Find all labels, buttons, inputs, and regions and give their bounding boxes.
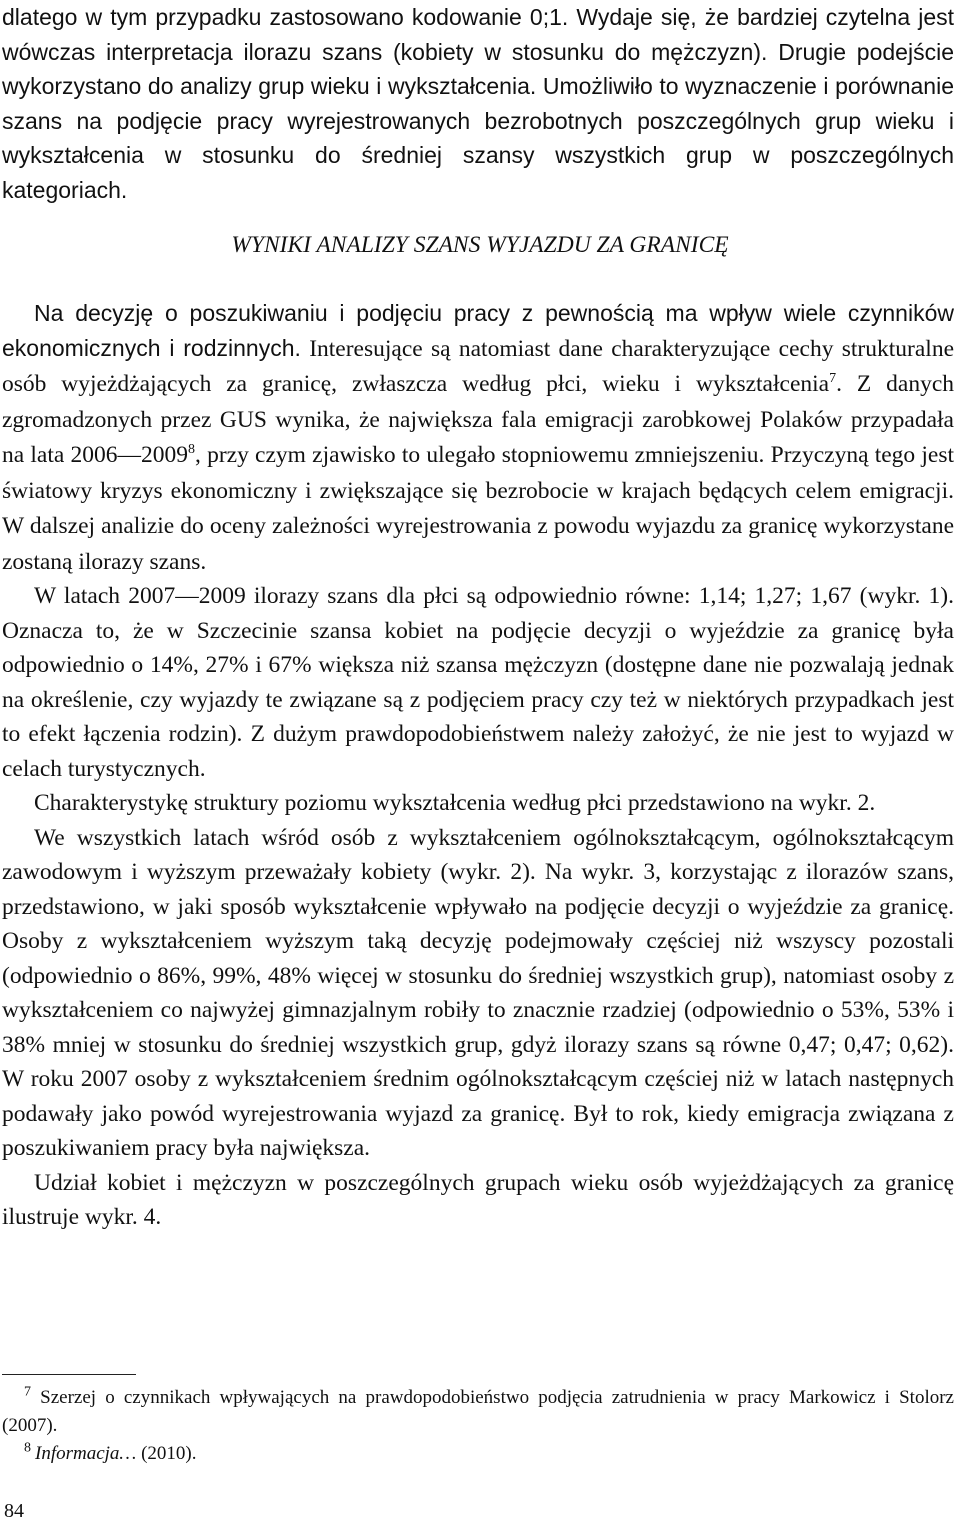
footnote-8-number: 8 (24, 1440, 31, 1456)
footnote-ref-8[interactable]: 8 (188, 442, 196, 458)
footnotes (2, 1384, 954, 1468)
footnote-8-rest: (2010). (136, 1443, 197, 1464)
paragraph-4: We wszystkich latach wśród osób z wykształceniem ogólnokształcącym, ogólnokształcącym zawodowym i wyższym przeważały kobiety (wykr. 2). Na wykr. 3, korzystając z ilorazów szans, przedstawiono, w jaki sposób wykształcenie wpływało na podjęcie decyzji o wyjeździe za granicę. Osoby z wykształceniem wyższym taką decyzję podejmowały częściej niż wszyscy pozostali (odpowiednio o 86%, 99%, 48% więcej w stosunku do średniej wszystkich grup), natomiast osoby z wykształceniem co najwyżej gimnazjalnym robiły to znacznie rzadziej (odpowiednio o 53%, 53% i 38% mniej w stosunku do średniej wszystkich grup, gdyż ilorazy szans są równe 0,47; 0,47; 0,62). W roku 2007 osoby z wykształceniem średnim ogólnokształcącym częściej niż w latach następnych podawały jako powód wyrejestrowania wyjazd za granicę. Był to rok, kiedy emigracja związana z poszukiwaniem pracy była największa. (2, 824, 954, 1161)
footnote-8 (2, 1440, 954, 1468)
paragraph-5: Udział kobiet i mężczyzn w poszczególnych grupach wieku osób wyjeżdżających za granicę ilustruje wykr. 4. (2, 1169, 954, 1230)
footnote-7 (2, 1384, 954, 1440)
footnote-7-number: 7 (24, 1384, 31, 1400)
paragraph-1-text-c: . Z danych zgromadzonych przez GUS wynika, że największa fala emigracji zarobkowej Polaków przypadała na lata 2006—2009 (2, 371, 955, 468)
intro-paragraph: dlatego w tym przypadku zastosowano kodowanie 0;1. Wydaje się, że bardziej czytelna jest wówczas interpretacja ilorazu szans (kobiety w stosunku do mężczyzn). Drugie podejście wykorzystano do analizy grup wieku i wykształcenia. Umożliwiło to wyznaczenie i porównanie szans na podjęcie pracy wyrejestrowanych bezrobotnych poszczególnych grup wieku i wykształcenia w stosunku do średniej szansy wszystkich grup w poszczególnych kategoriach. (2, 4, 954, 203)
paragraph-1-text-b: Interesujące są natomiast dane charakteryzujące cechy strukturalne osób wyjeżdżających za granicę, zwłaszcza według płci, wieku i wykształcenia (2, 335, 954, 397)
page-number: 84 (4, 1500, 24, 1522)
footnote-divider (2, 1374, 136, 1375)
intro-paragraph-block (2, 0, 954, 207)
paragraph-1-serif-part (2, 336, 954, 575)
section-heading: WYNIKI ANALIZY SZANS WYJAZDU ZA GRANICĘ (231, 232, 729, 258)
footnote-ref-7[interactable]: 7 (829, 371, 837, 387)
paragraph-3: Charakterystykę struktury poziomu wykształcenia według płci przedstawiono na wykr. 2. (34, 790, 876, 816)
paragraph-1-text-d: , przy czym zjawisko to ulegało stopniowemu zmniejszeniu. Przyczyną tego jest światowy kryzys ekonomiczny i zwiększające się bezrobocie w krajach będących celem emigracji. W dalszej analizie do oceny zależności wyrejestrowania z powodu wyjazdu za granicę wykorzystane zostaną ilorazy szans. (2, 442, 954, 575)
footnote-7-text: Szerzej o czynnikach wpływających na prawdopodobieństwo podjęcia zatrudnienia w pracy Markowicz i Stolorz (2007). (2, 1387, 954, 1436)
paragraph-1 (2, 296, 954, 579)
footnote-8-title: Informacja… (35, 1443, 137, 1464)
paragraph-1-sans-part: Na decyzję o poszukiwaniu i podjęciu pracy z pewnością ma wpływ wiele czynników ekonomicznych i rodzinnych. (2, 300, 954, 361)
section-body (2, 296, 954, 1235)
paragraph-2: W latach 2007—2009 ilorazy szans dla płci są odpowiednio równe: 1,14; 1,27; 1,67 (wykr. 1). Oznacza to, że w Szczecinie szansa kobiet na podjęcie decyzji o wyjeździe za granicę była odpowiednio o 14%, 27% i 67% większa niż szansa mężczyzn (dostępne dane nie pozwalają jednak na określenie, czy wyjazdy te związane są z podjęciem pracy czy też w niektórych przypadkach jest to efekt łączenia rodzin). Z dużym prawdopodobieństwem należy założyć, że nie jest to wyjazd w celach turystycznych. (2, 583, 954, 782)
